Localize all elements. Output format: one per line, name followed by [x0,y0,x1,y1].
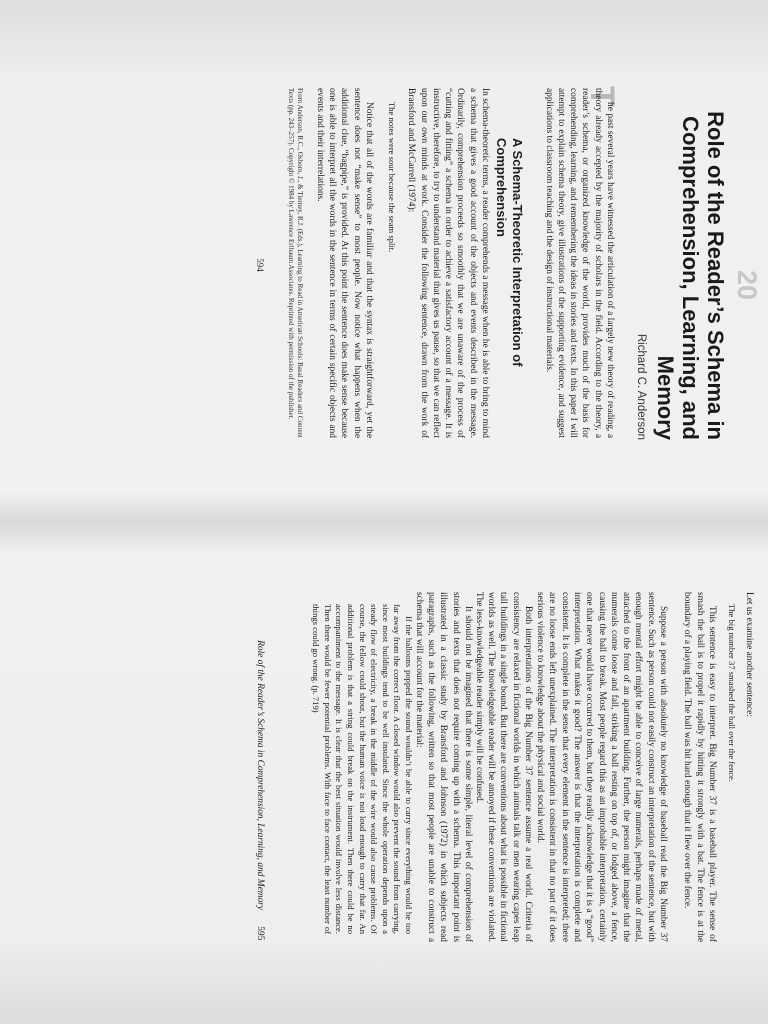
right-page [0,512,768,1024]
lead-in: Let us examine another sentence: [744,592,754,717]
example-sentence-2: The big number 37 smashed the ball over the fence. [727,604,737,783]
running-head [255,592,265,942]
author-name: Richard C. Anderson [635,333,647,440]
copyright-footnote: From Anderson, R.C., Osborn, J., & Tierney, R.J. (Eds.), Learning to Read in American Schools: Basal Readers and Content Texts (pp. 243–257). Copyright © 1984 by Lawrence Erlbaum Associates. Reprinted with permission of the publisher. [287,88,304,438]
block-quote: If the balloons popped the sound wouldn’t be able to carry since everything would be too far away from the correct floor. A closed window would also prevent the sound from carrying, since most buildings tend to be well insulated. Since the whole operation depends upon a steady flow of electricity, a break in the middle of the wire would also cause problems. Of course, the fellow could shout, but the human voice is not loud enough to carry that far. An additional problem is that a string could break on the instrument. Then there could be no accompaniment to the message. It is clear that the best situation would involve less distance. Then there would be fewer potential problems. With face to face contact, the least number of things could go wrong. (p. 719) [311,604,414,934]
paragraph-4: It should not be imagined that there is some simple, literal level of comprehension of stories and texts that does not require coming up with a schema. This important point is illustrated in a classic study by Bransford and Johnson (1972) in which subjects read paragraphs, such as the following, written so that most people are unable to construct a schema that will account for the material: [413,592,473,942]
section-paragraph-1: In schema-theoretic terms, a reader comprehends a message when he is able to bring to mind a schema that gives a good account of the objects and events described in the message. Ordinarily, comprehension proceeds so smoothly that we are unaware of the process of “cutting and fitting” a schema in order to achieve a satisfactory account of a message. It is instructive, therefore, to try to understand material that gives us pause, so that we can reflect upon our own minds at work. Consider the following sentence, drawn from the work of Bransford and McCarrell (1974): [406,88,490,438]
section-paragraph-2: Notice that all of the words are familiar and that the syntax is straightforward, yet the sentence does not “make sense” to most people. Now notice what happens when the additional clue, “bagpipe,” is provided. At this point the sentence does make sense because one is able to interpret all the words in the sentence in terms of certain specific objects and events and their interrelations. [314,88,374,438]
chapter-title: Role of the Reader’s Schema in Comprehension, Learning, and Memory [653,111,728,440]
paragraph-3: Both interpretations of the Big Number 37 sentence assume a real world. Criteria of consistency are relaxed in fictional worlds in which animals talk or men wearing capes leap tall buildings in a single bound. But there are conventions about what is possible in fictional worlds as well. The knowledgeable reader will be annoyed if these conventions are violated. The less-knowledgeable reader simply will be confused. [473,592,533,942]
page-number-right: 595 [255,926,265,941]
page-number-left: 594 [255,258,265,272]
chapter-number: 20 [732,269,762,301]
drop-cap: T [583,86,621,107]
paragraph-1: This sentence is easy to interpret. Big Number 37 is a baseball player. The sense of smash the ball is to propel it rapidly by hitting it strongly with a bat. The fence is at the boundary of a playing field. The ball was hit hard enough that it flew over the fence. [682,592,717,942]
paragraph-2: Suppose a person with absolutely no knowledge of baseball read the Big Number 37 sentence. Such as person could not easily construct an interpretation of the sentence, but with enough mental effort might be able to conceive of large numerals, perhaps made of metal, attached to the front of an apartment building. Further, the person might imagine that the numerals come loose and fall, striking a ball resting on top of, or lodged above, a fence, causing the ball to break. Most people regard this as an improbable interpretation, certainly one that never would have occurred to them, but they readily acknowledge that it is a “good” interpretation. What makes it good? The answer is that the interpretation is complete and consistent. It is complete in the sense that every element in the sentence is interpreted; there are no loose ends left unexplained. The interpretation is consistent in that no part of it does serious violence to knowledge about the physical and social world. [535,592,668,942]
example-sentence-1: The notes were sour because the seam split. [387,102,397,253]
intro-paragraph: he past several years have witnessed the articulation of a largely new theory of reading, a theory already accepted by the majority of scholars in the field. According to the theory, a reader’s schema, or organized knowledge of the world, provides much of the basis for comprehending, learning, and remembering the ideas in stories and texts. In this paper I will attempt to explain schema theory, give illustrations of the supporting evidence, and suggest applications to classroom teaching and the design of instructional materials. [543,88,615,438]
section-heading: A Schema-Theoretic Interpretation of Comprehension [494,138,525,367]
running-head-title: Role of the Reader’s Schema in Comprehension, Learning, and Memory [255,640,265,910]
